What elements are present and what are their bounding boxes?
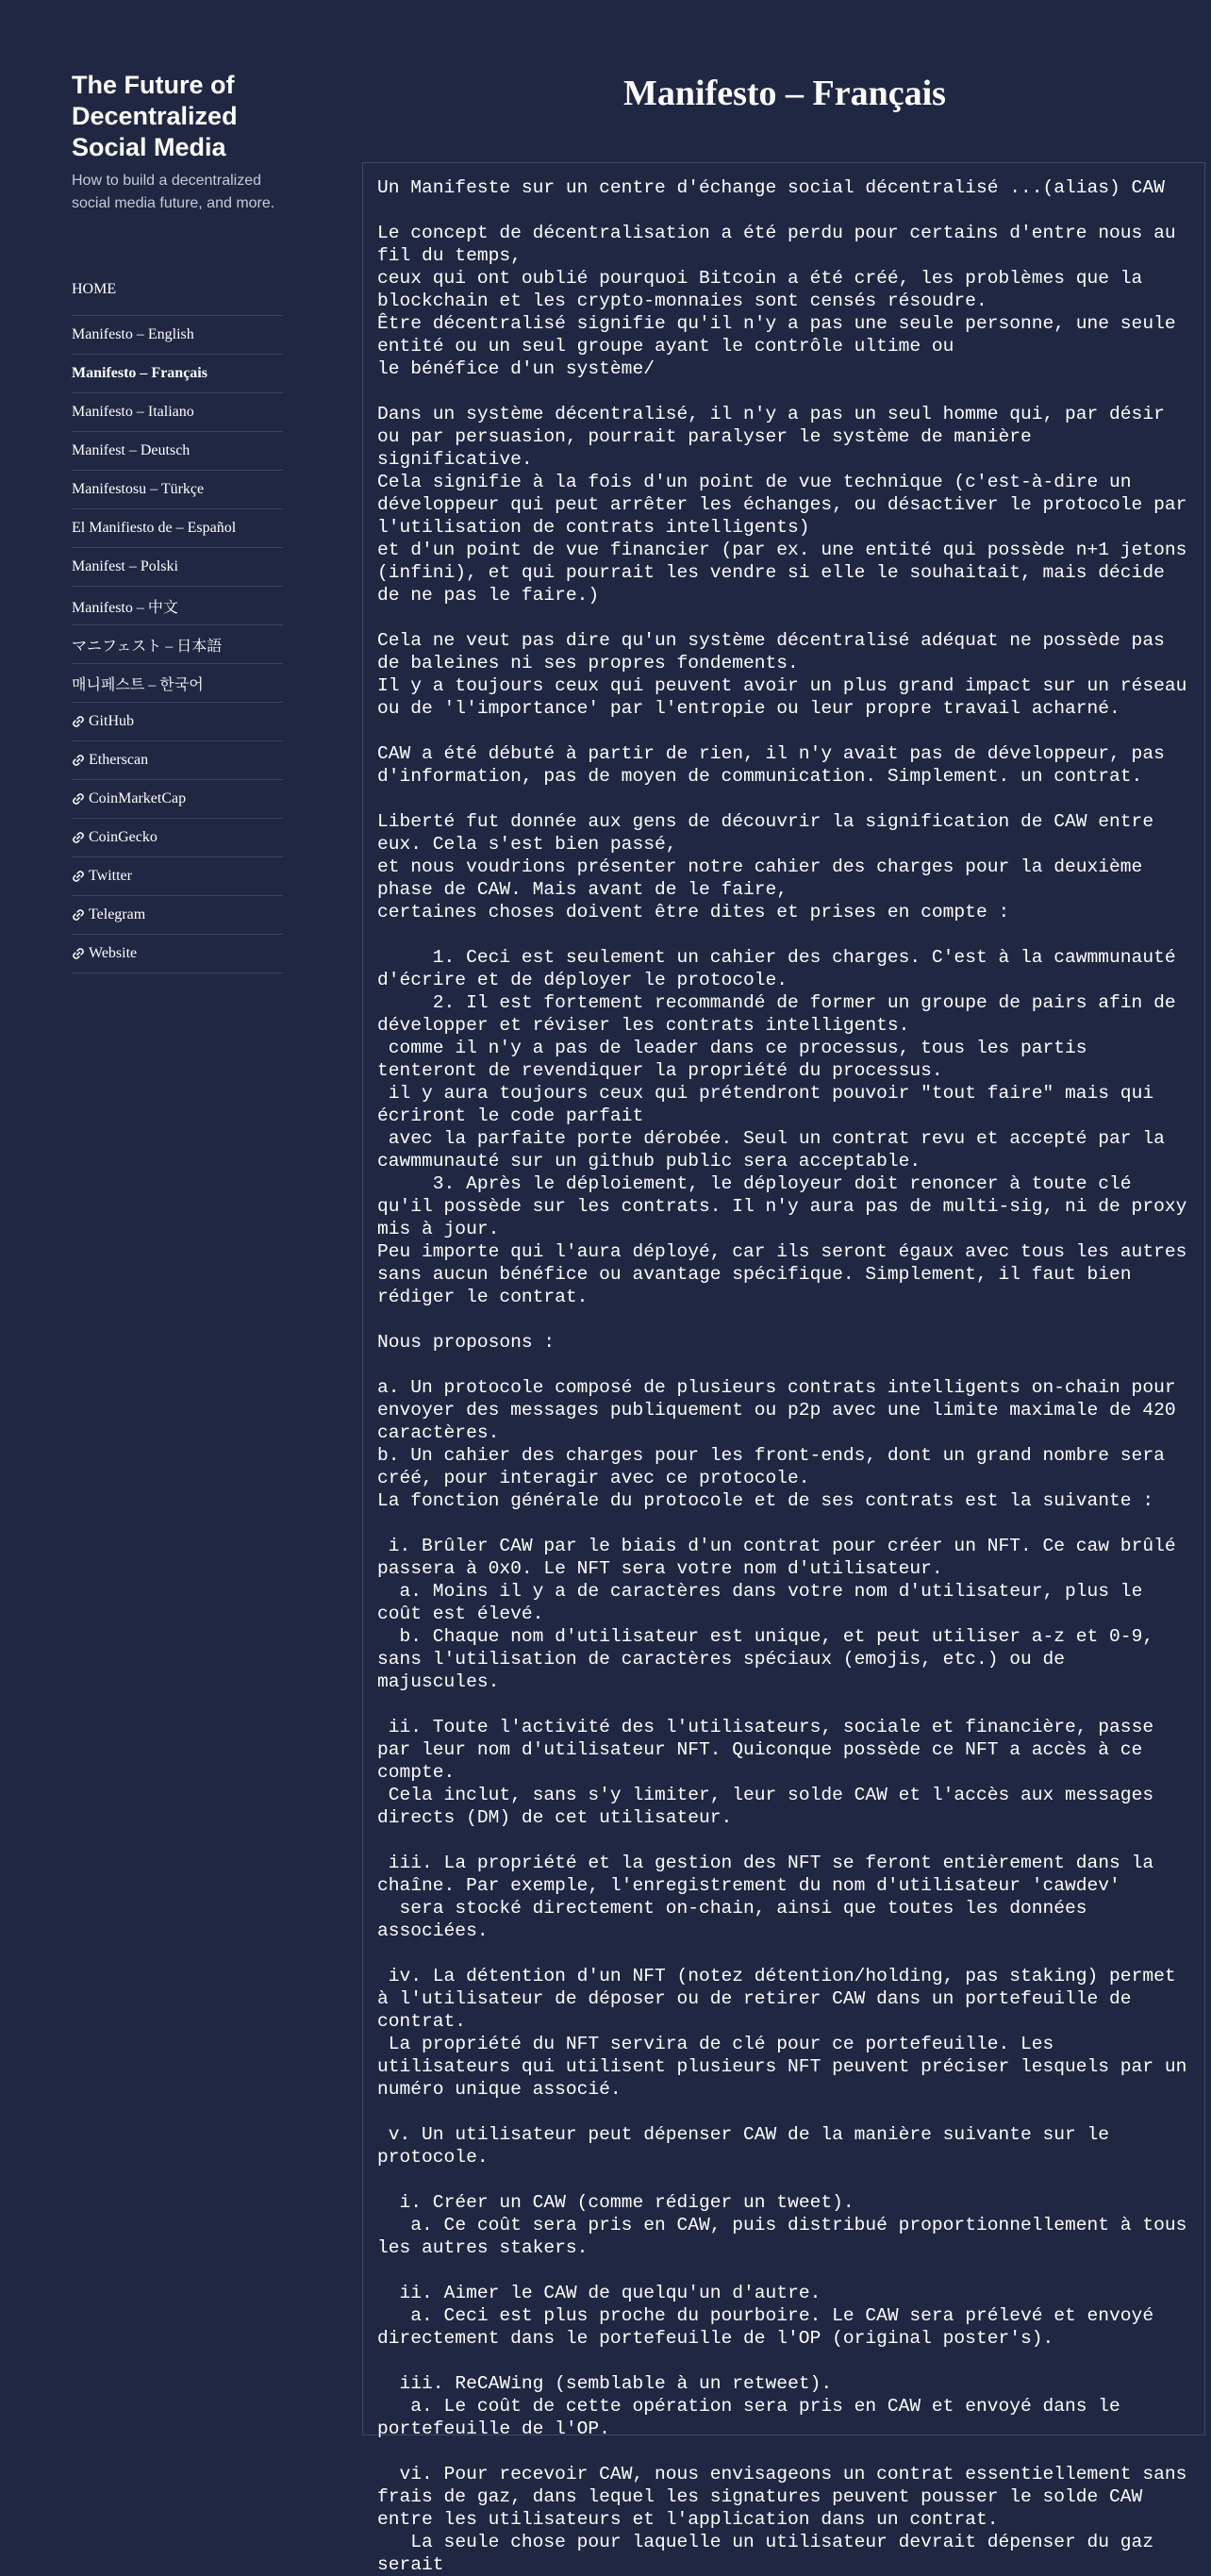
sidebar-item-label: El Manifiesto de – Español <box>72 520 237 536</box>
sidebar-item[interactable] <box>72 432 283 471</box>
sidebar-item[interactable] <box>72 548 283 587</box>
link-icon <box>72 908 85 922</box>
sidebar-item[interactable] <box>72 281 283 316</box>
sidebar-item-label: Etherscan <box>89 752 149 768</box>
site-description: How to build a decentralized social media future, and more. <box>72 173 275 211</box>
sidebar-item[interactable] <box>72 896 283 935</box>
sidebar-item-label: Manifesto – Français <box>72 365 207 381</box>
link-icon <box>72 947 85 960</box>
sidebar-item-label: Manifesto – 中文 <box>72 599 178 616</box>
sidebar-item[interactable] <box>72 509 283 548</box>
sidebar <box>72 70 283 989</box>
sidebar-item[interactable] <box>72 587 283 625</box>
link-icon <box>72 754 85 767</box>
sidebar-item-label: CoinGecko <box>89 829 158 845</box>
link-icon <box>72 792 85 806</box>
sidebar-item[interactable] <box>72 819 283 857</box>
sidebar-item-label: Manifest – Deutsch <box>72 442 191 458</box>
sidebar-item-label: CoinMarketCap <box>89 790 187 806</box>
sidebar-item[interactable] <box>72 741 283 780</box>
sidebar-item[interactable] <box>72 935 283 973</box>
sidebar-item[interactable] <box>72 625 283 664</box>
link-icon <box>72 870 85 883</box>
manifesto-box <box>362 162 1205 2575</box>
link-icon <box>72 715 85 728</box>
sidebar-item[interactable] <box>72 393 283 432</box>
sidebar-item-label: Manifestosu – Türkçe <box>72 481 205 497</box>
sidebar-nav <box>72 281 283 973</box>
sidebar-item-label: Telegram <box>89 906 146 922</box>
sidebar-item-label: HOME <box>72 281 117 297</box>
sidebar-item[interactable] <box>72 780 283 819</box>
site-title[interactable]: The Future of Decentralized Social Media <box>72 71 238 161</box>
manifesto-text: Un Manifeste sur un centre d'échange social décentralisé ...(alias) CAW Le concept de décentralisation a été perdu pour certains d'entre nous au fil du temps, ceux qui ont oublié pourquoi Bitcoin a été créé, les problèmes que la blockchain et les crypto-monnaies sont censés résoudre. Être décentralisé signifie qu'il n'y a pas une seule personne, une seule entité ou un seul groupe ayant le contrôle ultime ou le bénéfice d'un système/ Dans un système décentralisé, il n'y a pas un seul homme qui, par désir ou par persuasion, pourrait paralyser le système de manière significative. Cela signifie à la fois d'un point de vue technique (c'est-à-dire un développeur qui peut arrêter les échanges, ou désactiver le protocole par l'utilisation de contrats intelligents) et d'un point de vue financier (par ex. une entité qui possède n+1 jetons (infini), et qui pourrait les vendre si elle le souhaitait, mais décide de ne pas le faire.) Cela ne veut pas dire qu'un système décentralisé adéquat ne possède pas de baleines ni ses propres fondements. Il y a toujours ceux qui peuvent avoir un plus grand impact sur un réseau ou de 'l'importance' par l'entropie ou leur propre travail acharné. CAW a été débuté à partir de rien, il n'y avait pas de développeur, pas d'information, pas de moyen de communication. Simplement. un contrat. Liberté fut donnée aux gens de découvrir la signification de CAW entre eux. Cela s'est bien passé, et nous voudrions présenter notre cahier des charges pour la deuxième phase de CAW. Mais avant de le faire, certaines choses doivent être dites et prises en compte : 1. Ceci est seulement un cahier des charges. C'est à la cawmmunauté d'écrire et de déployer le protocole. 2. Il est fortement recommandé de former un groupe de pairs afin de développer et réviser les contrats intelligents. comme il n'y a pas de leader dans ce processus, tous les partis tenteront de revendiquer la propriété du processus. il y aura toujours ceux qui prétendront pouvoir "tout faire" mais qui écriront le code parfait avec la parfaite porte dérobée. Seul un contrat revu et accepté par la cawmmunauté sur un github public sera acceptable. 3. Après le déploiement, le déployeur doit renoncer à toute clé qu'il possède sur les contrats. Il n'y aura pas de multi-sig, ni de proxy mis à jour. Peu importe qui l'aura déployé, car ils seront égaux avec tous les autres sans aucun bénéfice ou avantage spécifique. Simplement, il faut bien rédiger le contrat. Nous proposons : a. Un protocole composé de plusieurs contrats intelligents on-chain pour envoyer des messages publiquement ou p2p avec une limite maximale de 420 caractères. b. Un cahier des charges pour les front-ends, dont un grand nombre sera créé, pour interagir avec ce protocole. La fonction générale du protocole et de ses contrats est la suivante : i. Brûler CAW par le biais d'un contrat pour créer un NFT. Ce caw brûlé passera à 0x0. Le NFT sera votre nom d'utilisateur. a. Moins il y a de caractères dans votre nom d'utilisateur, plus le coût est élevé. b. Chaque nom d'utilisateur est unique, et peut utiliser a-z et 0-9, sans l'utilisation de caractères spéciaux (emojis, etc.) ou de majuscules. ii. Toute l'activité des l'utilisateurs, sociale et financière, passe par leur nom d'utilisateur NFT. Quiconque possède ce NFT a accès à ce compte. Cela inclut, sans s'y limiter, leur solde CAW et l'accès aux messages directs (DM) de cet utilisateur. iii. La propriété et la gestion des NFT se feront entièrement dans la chaîne. Par exemple, l'enregistrement du nom d'utilisateur 'cawdev' sera stocké directement on-chain, ainsi que toutes les données associées. iv. La détention d'un NFT (notez détention/holding, pas staking) permet à l'utilisateur de déposer ou de retirer CAW dans un portefeuille de contrat. La propriété du NFT servira de clé pour ce portefeuille. Les utilisateurs qui utilisent plusieurs NFT peuvent préciser lesquels par un numéro unique associé. v. Un utilisateur peut dépenser CAW de la manière suivante sur le protocole. i. Créer un CAW (comme rédiger un tweet). a. Ce coût sera pris en CAW, puis distribué proportionnellement à tous les autres stakers. ii. Aimer le CAW de quelqu'un d'autre. a. Ceci est plus proche du pourboire. Le CAW sera prélevé et envoyé directement dans le portefeuille de l'OP (original poster's). iii. ReCAWing (semblable à un retweet). a. Le coût de cette opération sera pris en CAW et envoyé dans le portefeuille de l'OP. vi. Pour recevoir CAW, nous envisageons un contrat essentiellement sans frais de gaz, dans lequel les signatures peuvent pousser le solde CAW entre les utilisateurs et l'application dans un contrat. La seule chose pour laquelle un utilisateur devrait dépenser du gaz serait <box>377 177 1187 2575</box>
sidebar-item[interactable] <box>72 471 283 509</box>
page-title: Manifesto – Français <box>623 74 946 113</box>
sidebar-item-label: Twitter <box>89 868 132 884</box>
link-icon <box>72 831 85 844</box>
sidebar-item-label: マニフェスト – 日本語 <box>72 638 223 655</box>
sidebar-item[interactable] <box>72 355 283 393</box>
sidebar-item-label: GitHub <box>89 713 134 729</box>
sidebar-item[interactable] <box>72 857 283 896</box>
sidebar-item-label: Manifesto – English <box>72 326 194 342</box>
sidebar-item-label: Manifesto – Italiano <box>72 404 194 420</box>
sidebar-item-label: Website <box>89 945 138 961</box>
sidebar-item-label: 매니페스트 – 한국어 <box>72 676 204 693</box>
sidebar-item[interactable] <box>72 664 283 703</box>
sidebar-item[interactable] <box>72 316 283 355</box>
sidebar-item[interactable] <box>72 703 283 741</box>
sidebar-item-label: Manifest – Polski <box>72 558 178 574</box>
